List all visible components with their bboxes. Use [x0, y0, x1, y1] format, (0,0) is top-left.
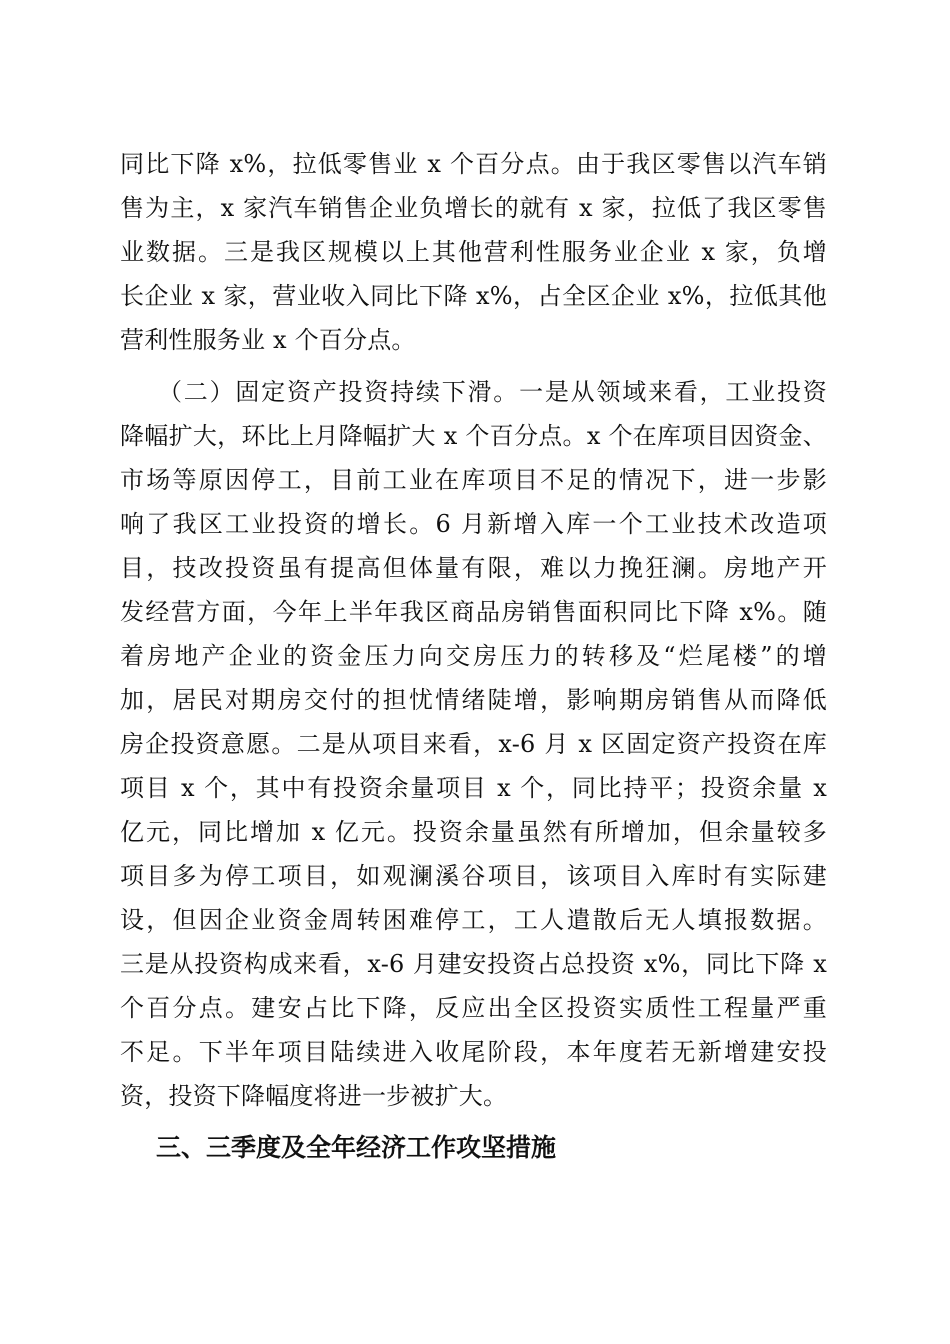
text-line: 个百分点。建安占比下降，反应出全区投资实质性工程量严重 [120, 994, 827, 1022]
text-line: 发经营方面，今年上半年我区商品房销售面积同比下降 x%。随 [120, 598, 827, 626]
paragraph-fixed-asset-investment [120, 370, 827, 1118]
paragraph-retail [120, 142, 827, 362]
text-line: 亿元，同比增加 x 亿元。投资余量虽然有所增加，但余量较多 [120, 818, 827, 846]
text-line: 着房地产企业的资金压力向交房压力的转移及“烂尾楼”的增 [120, 642, 827, 670]
text-line: 设，但因企业资金周转困难停工，工人遣散后无人填报数据。 [120, 906, 827, 934]
text-line: 三是从投资构成来看，x-6 月建安投资占总投资 x%，同比下降 x [120, 950, 827, 978]
section-heading: 三、三季度及全年经济工作攻坚措施 [156, 1133, 557, 1162]
text-line: 加，居民对期房交付的担忧情绪陡增，影响期房销售从而降低 [120, 686, 827, 714]
text-line: 项目多为停工项目，如观澜溪谷项目，该项目入库时有实际建 [120, 862, 827, 890]
text-line: 资，投资下降幅度将进一步被扩大。 [120, 1082, 508, 1110]
text-line: 长企业 x 家，营业收入同比下降 x%，占全区企业 x%，拉低其他 [120, 282, 827, 310]
paragraph-gap [120, 362, 827, 370]
text-line: 市场等原因停工，目前工业在库项目不足的情况下，进一步影 [120, 466, 827, 494]
text-line: 不足。下半年项目陆续进入收尾阶段，本年度若无新增建安投 [120, 1038, 827, 1066]
text-line: 降幅扩大，环比上月降幅扩大 x 个百分点。x 个在库项目因资金、 [120, 422, 827, 450]
text-line: 目，技改投资虽有提高但体量有限，难以力挽狂澜。房地产开 [120, 554, 827, 582]
text-line: （二）固定资产投资持续下滑。一是从领域来看，工业投资 [158, 378, 827, 406]
text-line: 响了我区工业投资的增长。6 月新增入库一个工业技术改造项 [120, 510, 827, 538]
text-line: 房企投资意愿。二是从项目来看，x-6 月 x 区固定资产投资在库 [120, 730, 827, 758]
text-line: 同比下降 x%，拉低零售业 x 个百分点。由于我区零售以汽车销 [120, 150, 827, 178]
text-line: 营利性服务业 x 个百分点。 [120, 326, 416, 354]
text-line: 项目 x 个，其中有投资余量项目 x 个，同比持平；投资余量 x [120, 774, 827, 802]
text-line: 售为主，x 家汽车销售企业负增长的就有 x 家，拉低了我区零售 [120, 194, 827, 222]
document-page [120, 142, 827, 1170]
text-line: 业数据。三是我区规模以上其他营利性服务业企业 x 家，负增 [120, 238, 827, 266]
